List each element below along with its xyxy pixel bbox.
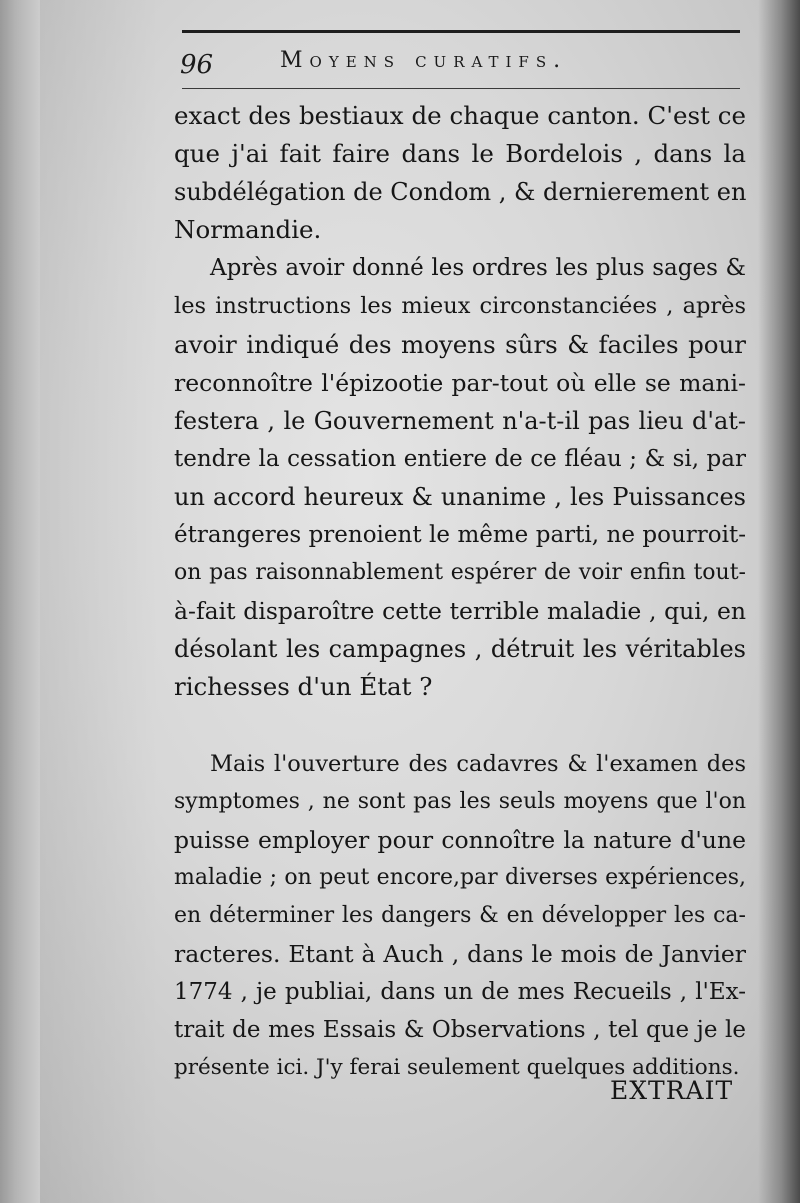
paragraph-3: [174, 745, 746, 1088]
text-line: désolant les campagnes , détruit les véritables: [174, 635, 746, 664]
text-line: on pas raisonnablement espérer de voir enfin tout-: [174, 560, 746, 586]
paragraph-2: [174, 249, 746, 706]
text-line: reconnoître l'épizootie par-tout où elle se mani-: [174, 368, 746, 397]
page-number: 96: [180, 50, 214, 80]
text-line: richesses d'un État ?: [174, 672, 433, 702]
text-line: Mais l'ouverture des cadavres & l'examen des: [210, 750, 746, 777]
header-rule: [182, 30, 740, 33]
text-line: Normandie.: [174, 215, 322, 245]
header-underline: [182, 88, 740, 89]
page-right-edge-shadow: [758, 0, 800, 1203]
text-line: présente ici. J'y ferai seulement quelques additions.: [174, 1055, 740, 1081]
text-line: 1774 , je publiai, dans un de mes Recueils , l'Ex-: [174, 979, 746, 1006]
body-text: [174, 97, 746, 1087]
text-line: festera , le Gouvernement n'a-t-il pas lieu d'at-: [174, 406, 746, 435]
paragraph-1: [174, 97, 746, 249]
text-line: racteres. Etant à Auch , dans le mois de Janvier: [174, 939, 746, 968]
text-line: maladie ; on peut encore,par diverses expériences,: [174, 864, 746, 890]
page-left-margin-shadow: [0, 0, 40, 1203]
text-line: un accord heureux & unanime , les Puissances: [174, 482, 746, 511]
text-line: symptomes , ne sont pas les seuls moyens que l'on: [174, 788, 746, 814]
paragraph-gap: [174, 707, 746, 745]
catchword: EXTRAIT: [610, 1076, 734, 1105]
gutter-shadow: [40, 0, 160, 1203]
text-line: les instructions les mieux circonstanciées , après: [174, 293, 746, 320]
text-line: puisse employer pour connoître la nature d'une: [174, 825, 746, 854]
text-line: exact des bestiaux de chaque canton. C'est ce: [174, 101, 746, 130]
text-line: Après avoir donné les ordres les plus sages &: [210, 255, 746, 282]
text-line: avoir indiqué des moyens sûrs & faciles pour: [174, 329, 746, 359]
text-line: en déterminer les dangers & en développer les ca-: [174, 902, 746, 928]
text-line: que j'ai fait faire dans le Bordelois , dans la: [174, 139, 746, 169]
text-line: à-fait disparoître cette terrible maladie , qui, en: [174, 597, 746, 626]
text-line: trait de mes Essais & Observations , tel que je le: [174, 1017, 746, 1044]
text-line: tendre la cessation entiere de ce fléau ; & si, par: [174, 445, 746, 472]
text-line: subdélégation de Condom , & dernierement en: [174, 178, 747, 207]
running-head: Moyens curatifs.: [280, 48, 568, 73]
text-line: étrangeres prenoient le même parti, ne pourroit-: [174, 522, 746, 549]
